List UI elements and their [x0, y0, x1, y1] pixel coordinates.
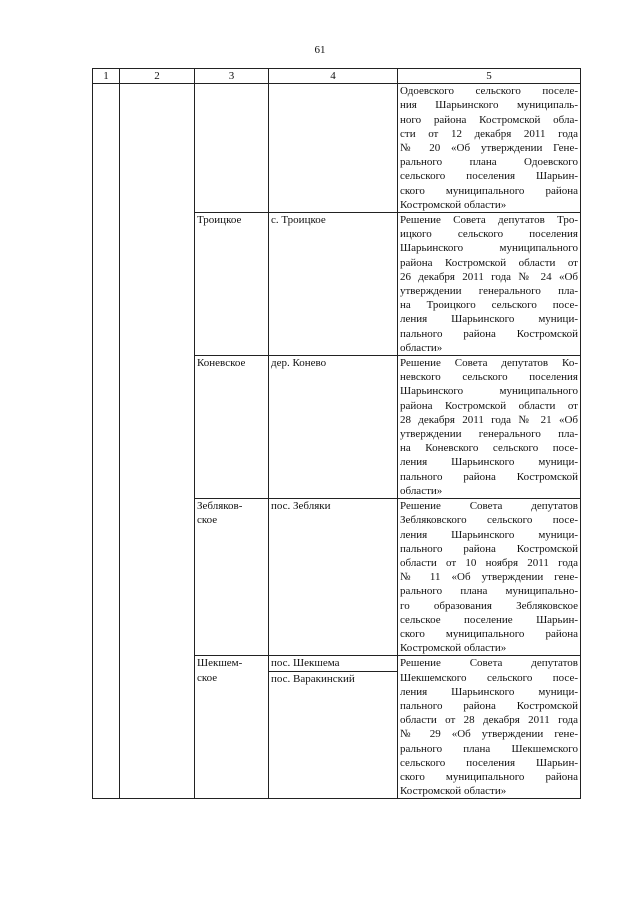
settlement-name-cell: Зебляков- ское: [195, 499, 269, 656]
settlement-center-cell: [269, 656, 398, 799]
settlement-item: пос. Варакинский: [271, 672, 355, 685]
settlement-center-cell: дер. Конево: [269, 356, 398, 499]
continuation-decision-cell: Одоевского сельского поселе- ния Шарьинского муниципаль- ного района Костромской обла- сти от 12 декабря 2011 года № 20 «Об утверждении Гене- рального плана Одоевского сельского поселения Шарьин- ского муниципального района Костромской области»: [398, 84, 581, 213]
col3-empty-cell: [195, 84, 269, 213]
settlement-center-cell: пос. Зебляки: [269, 499, 398, 656]
table-header-row: [93, 69, 581, 84]
header-col-3: 3: [195, 69, 269, 84]
settlement-name-cell: Шекшем- ское: [195, 656, 269, 799]
decision-cell: Решение Совета депутатов Тро- ицкого сельского поселения Шарьинского муниципального района Костромской области от 26 декабря 2011 года № 24 «Об утверждении генерального пла- на Троицкого сельского посе- ления Шарьинского муници- пального района Костромской области»: [398, 213, 581, 356]
settlement-name-cell: Коневское: [195, 356, 269, 499]
page-number: 61: [314, 44, 326, 56]
col1-empty-cell: [93, 84, 120, 799]
settlement-item: пос. Шекшема: [269, 656, 397, 671]
header-col-5: 5: [398, 69, 581, 84]
settlement-center-cell: с. Троицкое: [269, 213, 398, 356]
col2-empty-cell: [120, 84, 195, 799]
header-col-1: 1: [93, 69, 120, 84]
settlement-name-cell: Троицкое: [195, 213, 269, 356]
settlements-table: [92, 68, 581, 799]
table-row-continuation: [93, 84, 581, 213]
decision-cell: Решение Совета депутатов Ко- невского сельского поселения Шарьинского муниципального района Костромской области от 28 декабря 2011 года № 21 «Об утверждении генерального пла- на Коневского сельского посе- ления Шарьинского муници- пального района Костромской области»: [398, 356, 581, 499]
header-col-4: 4: [269, 69, 398, 84]
decision-cell: Решение Совета депутатов Шекшемского сельского посе- ления Шарьинского муници- пального района Костромской области от 28 декабря 2011 года № 29 «Об утверждении гене- рального плана Шекшемского сельского поселения Шарьин- ского муниципального района Костромской области»: [398, 656, 581, 799]
header-col-2: 2: [120, 69, 195, 84]
col4-empty-cell: [269, 84, 398, 213]
decision-cell: Решение Совета депутатов Зебляковского сельского посе- ления Шарьинского муници- пального района Костромской области от 10 ноября 2011 года № 11 «Об утверждении гене- рального плана муниципально- го образования Зебляковское сельское поселение Шарьин- ского муниципального района Костромской области»: [398, 499, 581, 656]
